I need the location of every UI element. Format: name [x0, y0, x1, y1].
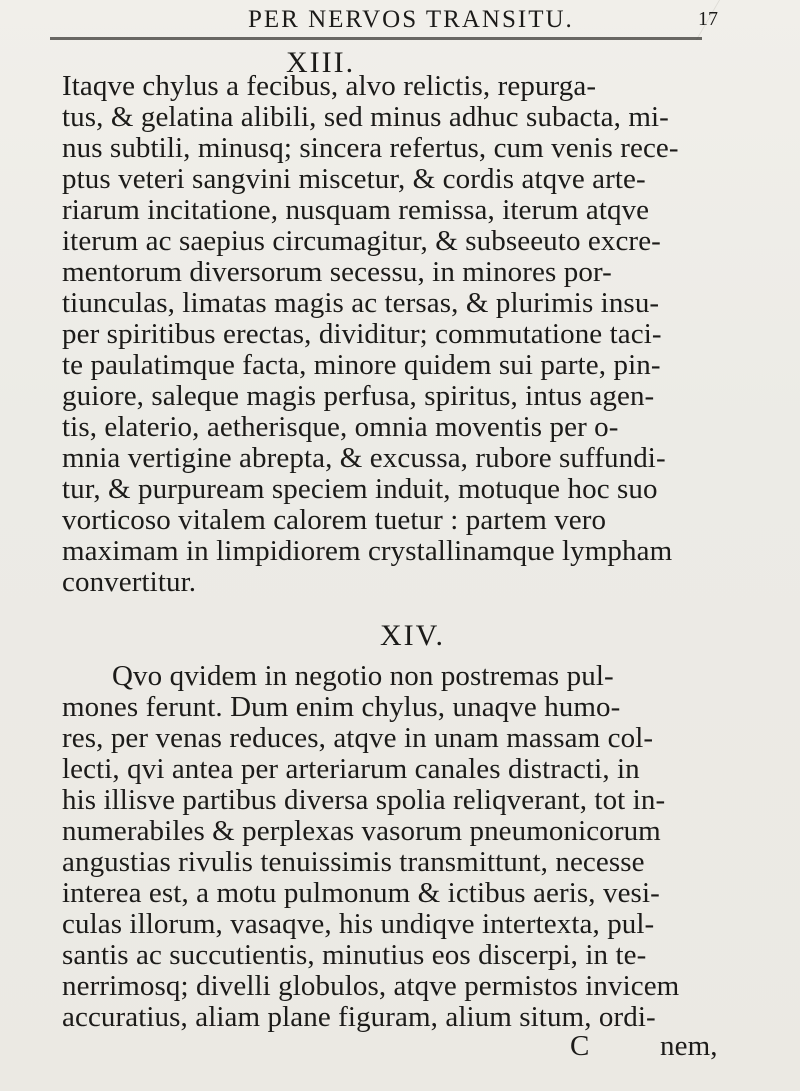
- text-line: tiunculas, limatas magis ac tersas, & plurimis insu-: [62, 287, 660, 319]
- running-title: PER NERVOS TRANSITU.: [248, 6, 574, 33]
- text-line: santis ac succutientis, minutius eos discerpi, in te-: [62, 939, 647, 971]
- text-line: tis, elaterio, aetherisque, omnia moventis per o-: [62, 411, 619, 443]
- text-line: his illisve partibus diversa spolia reliqverant, tot in-: [62, 784, 666, 816]
- text-line: Qvo qvidem in negotio non postremas pul-: [112, 660, 614, 692]
- running-head: [148, 4, 668, 34]
- text-line: angustias rivulis tenuissimis transmittunt, necesse: [62, 846, 645, 878]
- text-line: Itaqve chylus a fecibus, alvo relictis, repurga-: [62, 70, 597, 102]
- text-line: accuratius, aliam plane figuram, alium situm, ordi-: [62, 1001, 656, 1033]
- page-number: 17: [698, 8, 718, 30]
- text-line: tur, & purpuream speciem induit, motuque hoc suo: [62, 473, 658, 505]
- text-line: lecti, qvi antea per arteriarum canales distracti, in: [62, 753, 640, 785]
- text-line: mentorum diversorum secessu, in minores por-: [62, 256, 612, 288]
- text-line: tus, & gelatina alibili, sed minus adhuc subacta, mi-: [62, 101, 669, 133]
- text-line: interea est, a motu pulmonum & ictibus aeris, vesi-: [62, 877, 660, 909]
- section-number-13: XIII.: [286, 46, 356, 79]
- text-line: per spiritibus erectas, dividitur; commutatione taci-: [62, 318, 662, 350]
- text-line: iterum ac saepius circumagitur, & subseeuto excre-: [62, 225, 661, 257]
- text-line: mones ferunt. Dum enim chylus, unaqve humo-: [62, 691, 621, 723]
- text-line: te paulatimque facta, minore quidem sui parte, pin-: [62, 349, 661, 381]
- text-line: nerrimosq; divelli globulos, atqve permistos invicem: [62, 970, 680, 1002]
- text-line: numerabiles & perplexas vasorum pneumonicorum: [62, 815, 661, 847]
- section-number-14: XIV.: [380, 619, 445, 652]
- signature-mark: C: [570, 1030, 590, 1062]
- text-line: ptus veteri sangvini miscetur, & cordis atqve arte-: [62, 163, 646, 195]
- text-line: convertitur.: [62, 566, 197, 598]
- text-line: culas illorum, vasaqve, his undiqve intertexta, pul-: [62, 908, 655, 940]
- text-line: nus subtili, minusq; sincera refertus, cum venis rece-: [62, 132, 679, 164]
- text-line: maximam in limpidiorem crystallinamque lympham: [62, 535, 673, 567]
- catchword: nem,: [660, 1030, 718, 1062]
- header-rule: [50, 37, 702, 40]
- text-line: vorticoso vitalem calorem tuetur : partem vero: [62, 504, 607, 536]
- text-line: res, per venas reduces, atqve in unam massam col-: [62, 722, 654, 754]
- text-line: guiore, saleque magis perfusa, spiritus, intus agen-: [62, 380, 655, 412]
- text-line: riarum incitatione, nusquam remissa, iterum atqve: [62, 194, 650, 226]
- text-line: mnia vertigine abrepta, & excussa, rubore suffundi-: [62, 442, 666, 474]
